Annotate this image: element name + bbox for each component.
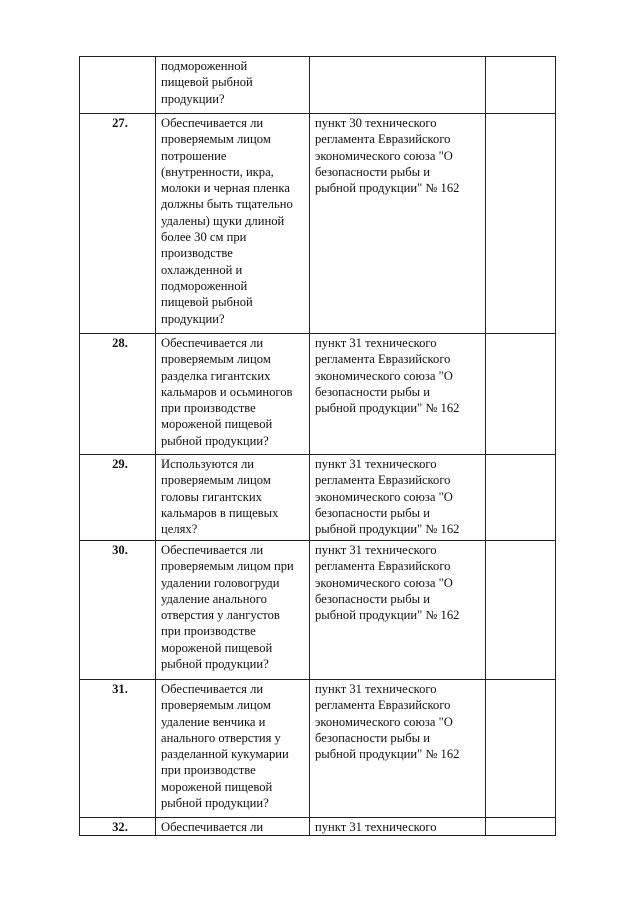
question-text: Обеспечивается ли проверяемым лицом удаление венчика и анального отверстия у разделанной кукумарии при производстве мороженой пищевой рыбной продукции? (156, 680, 310, 818)
regulation-reference: пункт 31 технического регламента Евразийского экономического союза "О безопасности рыбы и рыбной продукции" № 162 (310, 680, 486, 818)
question-text: подмороженной пищевой рыбной продукции? (156, 57, 310, 114)
answer-cell (486, 57, 556, 114)
row-number (80, 57, 156, 114)
row-number: 28. (80, 334, 156, 455)
table-row (80, 455, 556, 541)
row-number: 30. (80, 541, 156, 680)
question-text: Обеспечивается ли проверяемым лицом потрошение (внутренности, икра, молоки и черная пленка должны быть тщательно удалены) щуки длиной более 30 см при производстве охлажденной и подмороженной пищевой рыбной продукции? (156, 114, 310, 334)
row-number: 29. (80, 455, 156, 541)
regulation-reference: пункт 31 технического регламента Евразийского экономического союза "О безопасности рыбы и рыбной продукции" № 162 (310, 334, 486, 455)
regulation-reference: пункт 30 технического регламента Евразийского экономического союза "О безопасности рыбы и рыбной продукции" № 162 (310, 114, 486, 334)
table-row (80, 541, 556, 680)
row-number: 32. (80, 818, 156, 836)
answer-cell (486, 680, 556, 818)
table-row (80, 334, 556, 455)
regulation-reference: пункт 31 технического регламента Евразийского экономического союза "О безопасности рыбы и рыбной продукции" № 162 (310, 455, 486, 541)
row-number: 31. (80, 680, 156, 818)
answer-cell (486, 114, 556, 334)
table-row (80, 57, 556, 114)
answer-cell (486, 818, 556, 836)
regulation-reference: пункт 31 технического (310, 818, 486, 836)
table-row (80, 818, 556, 836)
table-row (80, 114, 556, 334)
table-row (80, 680, 556, 818)
question-text: Обеспечивается ли проверяемым лицом разделка гигантских кальмаров и осьминогов при производстве мороженой пищевой рыбной продукции? (156, 334, 310, 455)
answer-cell (486, 541, 556, 680)
checklist-table (79, 56, 556, 836)
question-text: Используются ли проверяемым лицом головы гигантских кальмаров в пищевых целях? (156, 455, 310, 541)
answer-cell (486, 334, 556, 455)
answer-cell (486, 455, 556, 541)
regulation-reference (310, 57, 486, 114)
question-text: Обеспечивается ли проверяемым лицом при удалении головогруди удаление анального отверстия у лангустов при производстве мороженой пищевой рыбной продукции? (156, 541, 310, 680)
question-text: Обеспечивается ли (156, 818, 310, 836)
row-number: 27. (80, 114, 156, 334)
regulation-reference: пункт 31 технического регламента Евразийского экономического союза "О безопасности рыбы и рыбной продукции" № 162 (310, 541, 486, 680)
